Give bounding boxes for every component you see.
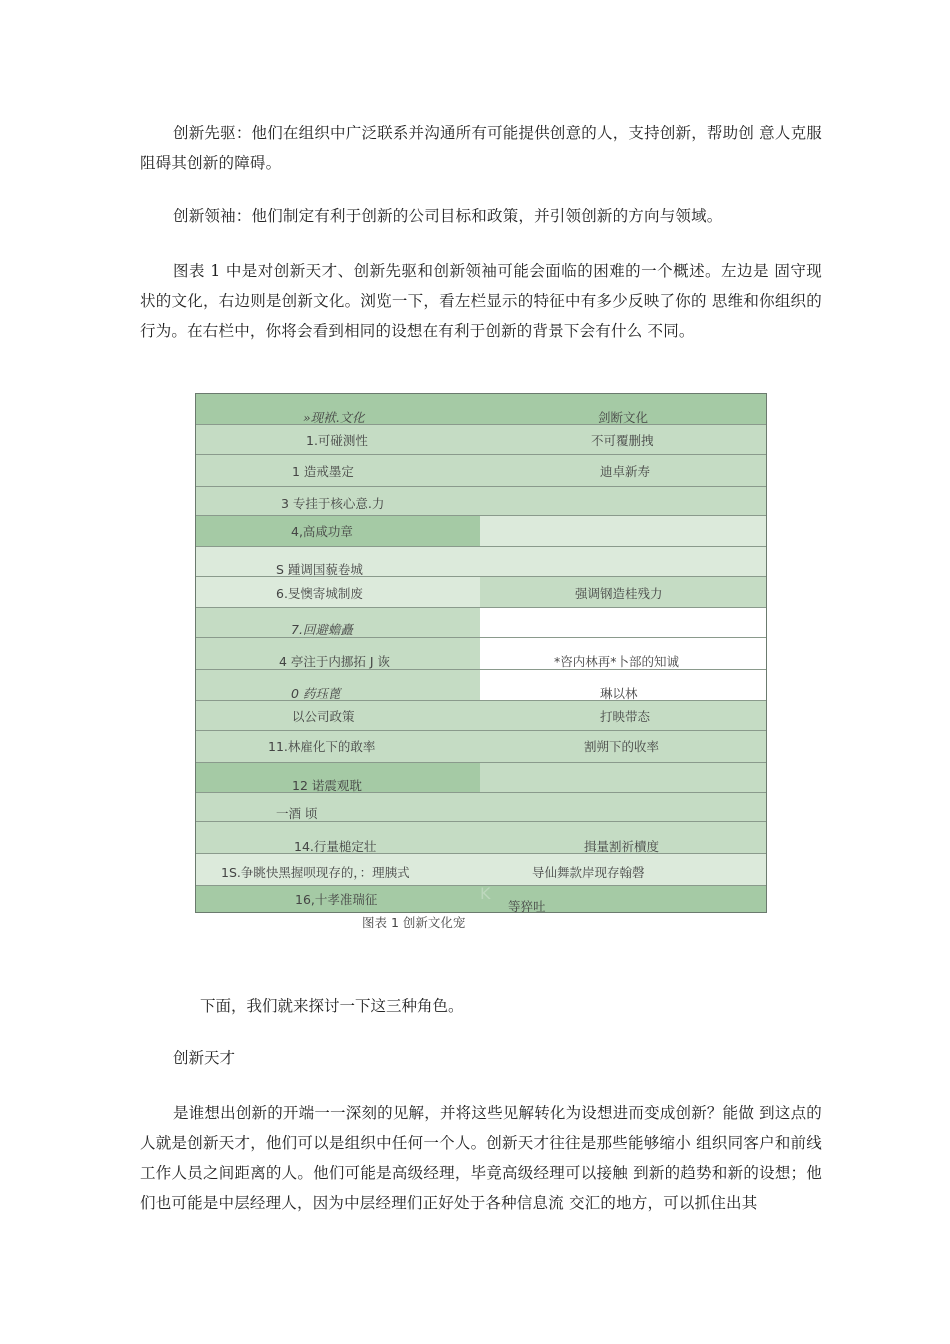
table-cell-left: 1S.争眺快黑握呗现存的，：理胰式 [221, 865, 410, 880]
table-cell-right: 揖量割祈櫝度 [584, 839, 660, 854]
table-cell-left: 以公司政策 [292, 709, 355, 724]
header-right: 剑断文化 [598, 410, 649, 425]
stray-mark: K [480, 886, 491, 903]
paragraph-innovation-leader: 创新领袖：他们制定有利于创新的公司目标和政策，并引领创新的方向与领域。 [173, 207, 723, 225]
figure-caption: 图表 1 创新文化宠 [362, 915, 466, 930]
table-cell-right: 强调钢造桂残力 [575, 586, 663, 601]
table-cell-left: S 踵调国藐卷城 [276, 562, 363, 577]
table-cell-left: 11.林雇化下的敢率 [268, 739, 376, 754]
table-row [196, 763, 766, 793]
table-cell-right: 不可覆删拽 [591, 433, 654, 448]
table-cell-left: 7.回避蟾矗 [291, 622, 353, 637]
table-row [196, 487, 766, 516]
table-cell-left: 0 药珏蓖 [291, 686, 341, 701]
table-row [196, 793, 766, 822]
table-cell-right: 割朔下的收率 [584, 739, 660, 754]
table-cell-right: 打映带态 [600, 709, 651, 724]
section-heading-innovation-genius: 创新天才 [173, 1049, 236, 1067]
table-row [196, 547, 766, 577]
table-cell-right: 导仙舞款岸现存翰磬 [532, 865, 645, 880]
table-cell-right: 等猝吐 [508, 899, 546, 912]
paragraph-innovation-genius: 是谁想出创新的开端一一深刻的见解，并将这些见解转化为设想进而变成创新？能做 到这点的人就是创新天才，他们可以是组织中任何一个人。创新天才往往是那些能够缩小 组织同客户和前线工作人员之间距离的人。他们可能是高级经理，毕竟高级经理可以接触 到新的趋势和新的设想；他们也可能是中层经理人，因为中层经理们正好处于各种信息流 交汇的地方，可以抓住出其 [140, 1104, 822, 1212]
table-row [196, 516, 766, 547]
table-cell-right: 迪卓新寿 [600, 464, 651, 479]
table-row [196, 701, 766, 731]
table-cell-left: 14.行量槌定壮 [294, 839, 377, 854]
table-header-row [196, 394, 766, 425]
table-row [196, 854, 766, 886]
table-cell-left: 1.可碰测性 [306, 433, 368, 448]
table-row [196, 425, 766, 455]
table-cell-right: *咨内林再*卜部的知诚 [554, 654, 680, 669]
table-cell-left: 6.旻懊寄城制废 [276, 586, 363, 601]
table-row [196, 608, 766, 638]
paragraph-transition: 下面，我们就来探讨一下这三种角色。 [200, 997, 464, 1015]
table-cell-left: 16,十孝准瑞征 [295, 892, 378, 907]
paragraph-figure-intro: 图表 1 中是对创新天才、创新先驱和创新领袖可能会面临的困难的一个概述。左边是 固守现状的文化，右边则是创新文化。浏览一下，看左栏显示的特征中有多少反映了你的 思维和你组织的行为。在右栏中，你将会看到相同的设想在有利于创新的背景下会有什么 不同。 [140, 262, 822, 340]
table-row [196, 670, 766, 701]
header-left: »现袱.文化 [303, 410, 365, 425]
table-row [196, 731, 766, 763]
table-cell-left: 一酒 顷 [276, 806, 318, 821]
paragraph-innovation-pioneer: 创新先驱：他们在组织中广泛联系并沟通所有可能提供创意的人，支持创新，帮助创 意人克服阻碍其创新的障碍。 [140, 124, 822, 172]
table-cell-left: 1 造戒墨定 [292, 464, 354, 479]
table-cell-left: 4,高咸功章 [291, 524, 353, 539]
table-row [196, 455, 766, 487]
table-row [196, 886, 766, 912]
culture-comparison-table [195, 393, 767, 913]
table-row [196, 822, 766, 854]
table-cell-left: 4 亭注于内挪拓 J 诙 [279, 654, 391, 669]
table-row [196, 638, 766, 670]
table-row [196, 577, 766, 608]
table-cell-right: 琳以林 [600, 686, 638, 701]
table-cell-left: 3 专挂于核心意.力 [281, 496, 385, 511]
table-cell-left: 12 诺震观耽 [292, 778, 362, 793]
